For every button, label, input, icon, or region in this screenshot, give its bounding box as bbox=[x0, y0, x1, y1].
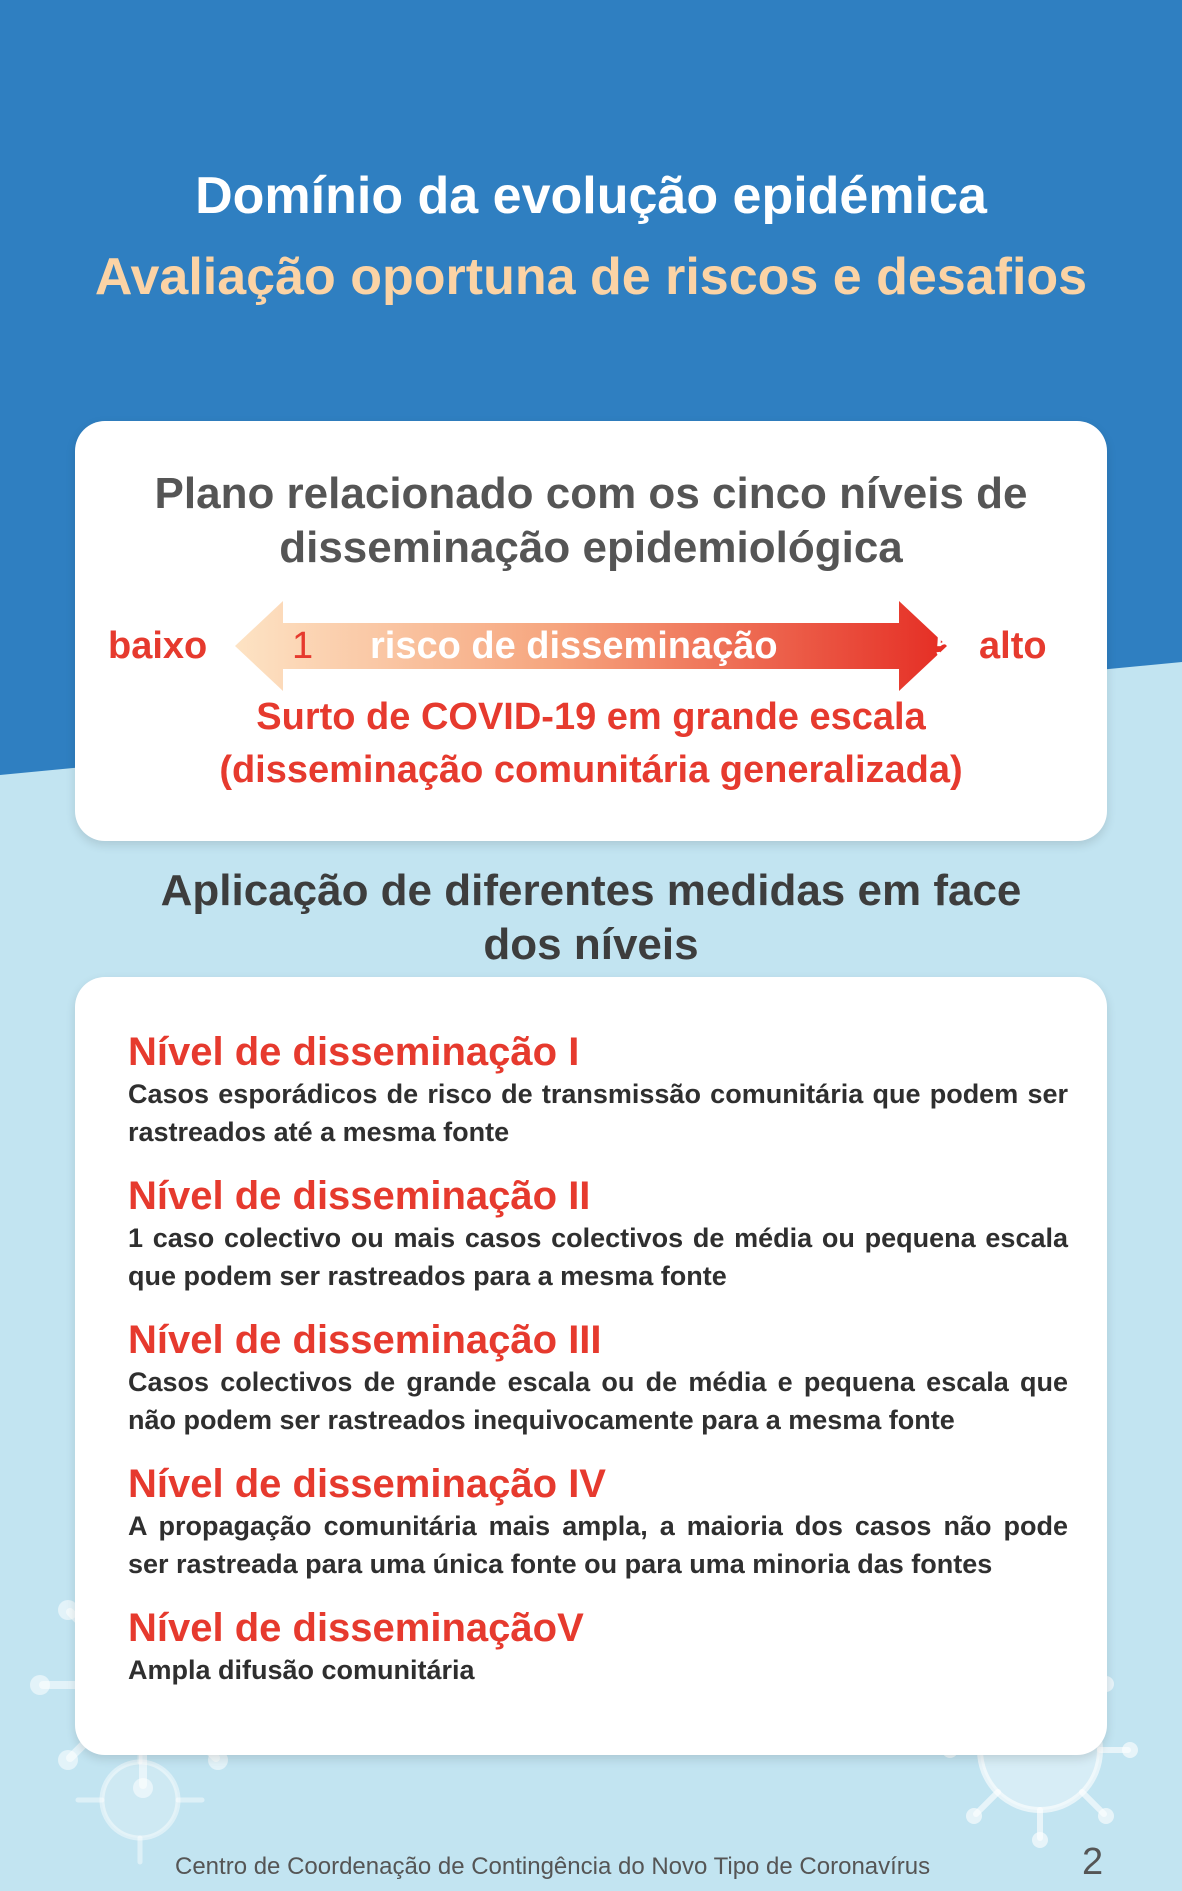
level-title: Nível de disseminaçãoV bbox=[128, 1606, 584, 1650]
levels-card bbox=[75, 977, 1107, 1755]
level-description: Casos colectivos de grande escala ou de média e pequena escala que não podem ser rastreados inequivocamente para a mesma fonte bbox=[128, 1367, 1068, 1435]
risk-scale bbox=[75, 601, 1107, 691]
level-item bbox=[128, 1461, 1068, 1583]
level-description: Ampla difusão comunitária bbox=[128, 1655, 475, 1685]
level-title: Nível de disseminação I bbox=[128, 1030, 580, 1074]
plan-card bbox=[75, 421, 1107, 841]
page-title: Domínio da evolução epidémica bbox=[195, 167, 987, 225]
page-number: 2 bbox=[1082, 1841, 1104, 1883]
level-item bbox=[128, 1605, 1068, 1689]
scale-arrow-label: risco de disseminação bbox=[370, 625, 778, 667]
plan-heading bbox=[75, 467, 1107, 575]
page-subtitle: Avaliação oportuna de riscos e desafios bbox=[94, 248, 1088, 306]
footer-organization: Centro de Coordenação de Contingência do Novo Tipo de Coronavírus bbox=[175, 1853, 931, 1880]
levels-heading-line1: Aplicação de diferentes medidas em face bbox=[160, 866, 1022, 915]
levels-section-heading bbox=[0, 864, 1182, 972]
level-title: Nível de disseminação III bbox=[128, 1318, 602, 1362]
level-title: Nível de disseminação II bbox=[128, 1174, 591, 1218]
level-item bbox=[128, 1029, 1068, 1151]
level-description: Casos esporádicos de risco de transmissão comunitária que podem ser rastreados até a mesma fonte bbox=[128, 1079, 1068, 1147]
scale-low-number: 1 bbox=[292, 625, 314, 667]
scale-high-label: alto bbox=[979, 625, 1047, 667]
outbreak-line2: (disseminação comunitária generalizada) bbox=[219, 749, 963, 791]
levels-list bbox=[128, 1029, 1068, 1711]
header bbox=[0, 160, 1182, 322]
levels-heading-line2: dos níveis bbox=[483, 920, 699, 969]
level-title: Nível de disseminação IV bbox=[128, 1462, 606, 1506]
outbreak-line1: Surto de COVID-19 em grande escala bbox=[256, 696, 926, 738]
scale-low-label: baixo bbox=[108, 625, 208, 667]
outbreak-statement bbox=[75, 691, 1107, 797]
plan-heading-line1: Plano relacionado com os cinco níveis de bbox=[154, 469, 1028, 518]
level-item bbox=[128, 1173, 1068, 1295]
scale-high-number: 5 bbox=[935, 625, 957, 667]
plan-heading-line2: disseminação epidemiológica bbox=[279, 523, 903, 572]
level-description: 1 caso colectivo ou mais casos colectivos de média ou pequena escala que podem ser rastreados para a mesma fonte bbox=[128, 1223, 1068, 1291]
level-item bbox=[128, 1317, 1068, 1439]
level-description: A propagação comunitária mais ampla, a maioria dos casos não pode ser rastreada para uma única fonte ou para uma minoria das fontes bbox=[128, 1511, 1068, 1579]
